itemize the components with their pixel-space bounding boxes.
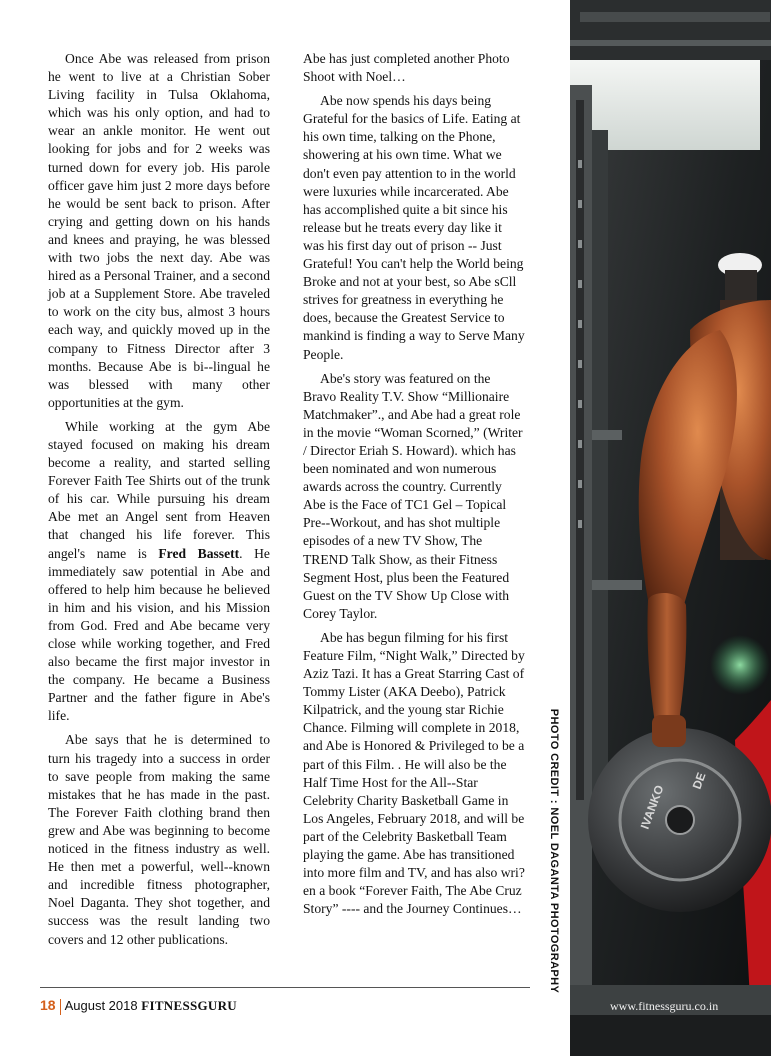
magazine-name: FITNESSGURU — [141, 998, 237, 1013]
paragraph: Abe's story was featured on the Bravo Reality T.V. Show “Millionaire Matchmaker”., and Abe had a great role in the movie “Woman Scorned,” (Writer / Director Eriah S. Howard). which has been nominated and won numerous awards across the country. Currently Abe is the Face of TC1 Gel – Topical Pre--Workout, and has shot multiple episodes of a new TV Show, The TREND Talk Show, as their Fitness Segment Host, plus been the Featured Guest on the TV Show Up Close with Corey Taylor. — [303, 370, 523, 621]
gym-photo — [570, 0, 771, 1056]
photo-credit-text: PHOTO CREDIT : NOEL DAGANTA PHOTOGRAPHY — [548, 708, 560, 994]
article-column-right — [303, 50, 525, 924]
article-column-left — [48, 50, 270, 955]
plate-brand-text: IVANKO — [637, 783, 667, 832]
paragraph: Abe now spends his days being Grateful for the basics of Life. Eating at his own time, talking on the Phone, showering at his own time. What we don't even pay attention to in the world were luxuries while incarcerated. Abe has accomplished quite a bit since his release but he treats every day like it was his first day out of prison -- Just Grateful! You can't help the World being Broke and not at your best, so Abe sCll strives for greatness in everything he does, because the Greatest Service to mankind is finding a way to Serve Many People. — [303, 93, 525, 362]
paragraph-text: While working at the gym Abe stayed focused on making his dream become a reality, and started selling Forever Faith Tee Shirts out of the trunk of his car. While pursuing his dream Abe met an Angel sent from Heaven that changed his life forever. This angel's name is — [48, 418, 270, 561]
paragraph: Abe has just completed another Photo Shoot with Noel… — [303, 51, 510, 85]
page-footer — [40, 997, 237, 1015]
paragraph: Abe says that he is determined to turn his tragedy into a success in order to save people from making the same mistakes that he has made in the past. The Forever Faith clothing brand then grew and Abe was beginning to become noticed in the fitness industry as well. He then met a powerful, well--known and incredible fitness photographer, Noel Daganta. They shot together, and success was the result landing two covers and 12 other publications. — [48, 732, 270, 947]
photo-credit — [540, 708, 568, 994]
paragraph: Once Abe was released from prison he went to live at a Christian Sober Living facility in Tulsa Oklahoma, which was his only option, and had to wear an ankle monitor. He went out looking for jobs and for 2 weeks was turned down for every job. His parole officer gave him just 2 more days before he would be sent back to prison. After crying and getting down on his hands and knees and praying, he was blessed with two jobs the next day. Abe was hired as a Personal Trainer, and a second job at a Supplement Store. Abe traveled to work on the city bus, almost 3 hours each way, and quickly moved up in the company to Fitness Director after 3 months. Because Abe is bi--lingual he was blessed with many other opportunities at the gym. — [48, 51, 270, 410]
person-name-bold: Fred Bassett — [158, 545, 240, 561]
plate-number-text: DE — [689, 770, 709, 792]
paragraph-text: . He immediately saw potential in Abe and offered to help him because he believed in him and his vision, and his Mission from God. Fred and Abe became very close while working together, and Fred also became the first major investor in the company. He became a Business Partner and the father figure in Abe's life. — [48, 545, 270, 724]
paragraph: Abe has begun filming for his first Feature Film, “Night Walk,” Directed by Aziz Tazi. It has a Great Starring Cast of Tommy Lister (AKA Deebo), Patrick Kilpatrick, and the young star Richie Chance. Filming will complete in 2018, and Abe is Honored & Privileged to be a part of this Film. . He will also be the Half Time Host for the All--Star Celebrity Charity Basketball Game in Los Angeles, February 2018, and will be part of the Celebrity Basketball Team playing the game. Abe has transitioned into more film and TV, and has also wri?en a book “Forever Faith, The Abe Cruz Story” ---- and the Journey Continues… — [303, 629, 525, 917]
gym-photo-illustration — [570, 0, 771, 1056]
paragraph — [48, 418, 270, 726]
page-number: 18 — [40, 997, 56, 1013]
footer-divider — [40, 987, 530, 988]
website-url: www.fitnessguru.co.in — [610, 999, 719, 1013]
footer-separator — [60, 999, 61, 1015]
issue-date: August 2018 — [64, 998, 138, 1013]
